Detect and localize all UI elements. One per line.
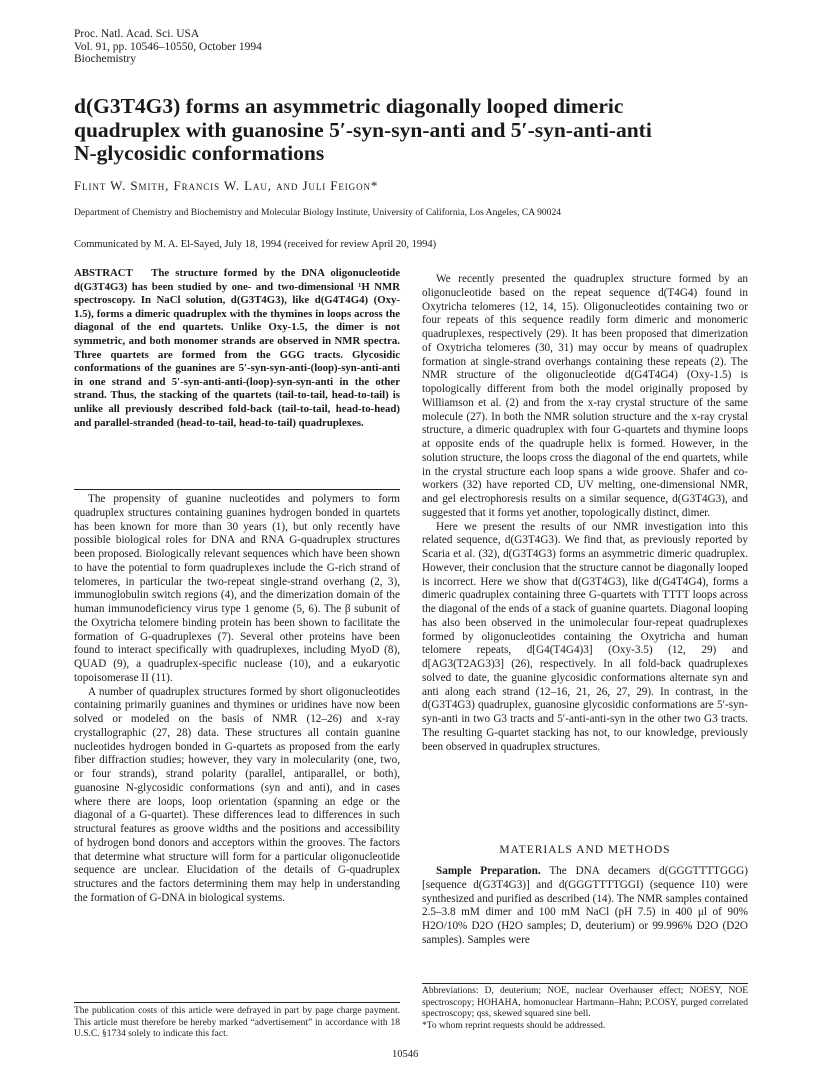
footnote-rule [74, 1002, 400, 1003]
abbrev-rule [422, 983, 748, 984]
section-heading: MATERIALS AND METHODS [499, 844, 671, 856]
journal-header [74, 28, 262, 66]
title-line-3: N-glycosidic conformations [74, 141, 325, 165]
paragraph: The propensity of guanine nucleotides and polymers to form quadruplex structures containing guanines hydrogen bonded in quartets has been known for more than 30 years (1), but only recently have possible biological roles for DNA and RNA G-quadruplex structures been proposed. Biologically relevant sequences which have been shown to have the potential to form quadruplexes include the G-rich strand of telomeres, in particular the two-repeat single-strand overhang (2, 3), immunoglobulin switch regions (4), and the dimerization domain of the human immunodeficiency virus type 1 genome (5, 6). The β subunit of the Oxytricha telomere binding protein has been shown to facilitate the formation of G-quadruplexes (7). Several other proteins have been found to interact specifically with quadruplexes, including MyoD (8), QUAD (9), a quadruplex-specific nuclease (10), and a eukaryotic topoisomerase II (11). [74, 493, 400, 684]
methods-text [422, 865, 748, 948]
abbreviations: Abbreviations: D, deuterium; NOE, nuclear Overhauser effect; NOESY, NOE spectroscopy; HOHAHA, homonuclear Hartmann–Hahn; P.COSY, purged correlated spectroscopy; qss, skewed squared sine bell. [422, 986, 748, 1019]
communicated-by: Communicated by M. A. El-Sayed, July 18, 1994 (received for review April 20, 1994) [74, 239, 437, 250]
methods-body: The DNA decamers d(GGGTTTTGGG) [sequence d(G3T4G3)] and d(GGGTTTTGGI) (sequence I10) were synthesized and purified as described (14). The NMR samples contained 2.5–3.8 mM dimer and 100 mM NaCl (pH 7.5) in 400 μl of 90% H2O/10% D2O (H2O samples; D, deuterium) or 99.996% D2O (D2O samples). Samples were [422, 865, 748, 946]
title-line-1: d(G3T4G3) forms an asymmetric diagonally looped dimeric [74, 94, 624, 118]
abstract-label: ABSTRACT [74, 267, 133, 279]
abstract-text: The structure formed by the DNA oligonucleotide d(G3T4G3) has been studied by one- and two-dimensional ¹H NMR spectroscopy. In NaCl solution, d(G3T4G3), like d(G4T4G4) (Oxy-1.5), forms a dimeric quadruplex with the thymines in loops across the diagonal of the end quartets. Unlike Oxy-1.5, the dimer is not symmetric, and both monomer strands are observed in NMR spectra. Three quartets are formed from the GGG tracts. Glycosidic conformations of the guanines are 5′-syn-syn-anti-(loop)-syn-anti-anti in one strand and 5′-syn-anti-anti-(loop)-syn-syn-anti in the other strand. Thus, the stacking of the quartets (tail-to-tail, head-to-tail) is unlike all previously described fold-back (tail-to-tail, head-to-head) and parallel-stranded (head-to-tail, head-to-tail) quadruplexes. [74, 267, 400, 429]
journal-name: Proc. Natl. Acad. Sci. USA [74, 28, 200, 40]
paragraph: We recently presented the quadruplex structure formed by an oligonucleotide based on the repeat sequence d(T4G4) found in Oxytricha telomeres (12, 14, 15). Oligonucleotides containing two or four repeats of this sequence readily form dimeric and monomeric quadruplexes, respectively (29). It has been proposed that dimerization of Oxytricha telomeres (30, 31) may occur by means of quadruplex formation at single-strand overhangs containing these repeats (2). The NMR structure of the oligonucleotide d(G4T4G4) (Oxy-1.5) is topologically different from both the model originally proposed by Williamson et al. (2) and from the x-ray crystal structure of the same molecule (27). In both the NMR solution structure and the x-ray crystal structure, a dimeric quadruplex with four G-quartets and thymine loops at opposite ends of the quadruple helix is formed. However, in the solution structure, the loops cross the diagonal of the end quartets, while in the crystal structure each loop spans a wide groove. Shafer and co-workers (32) have reported CD, UV melting, one-dimensional NMR, and gel electrophoresis results on a similar sequence, d(G3T4G3), and suggested that it forms yet another, topologically distinct, dimer. [422, 273, 748, 519]
abstract-rule [74, 489, 400, 490]
journal-volume: Vol. 91, pp. 10546–10550, October 1994 [74, 40, 262, 53]
abbreviations-note [422, 986, 748, 1032]
affiliation: Department of Chemistry and Biochemistry and Molecular Biology Institute, University of California, Los Angeles, CA 90024 [74, 207, 562, 218]
page-number: 10546 [392, 1049, 419, 1060]
author-list: Flint W. Smith, Francis W. Lau, and Juli Feigon* [74, 178, 379, 193]
methods-runin: Sample Preparation. [436, 865, 541, 877]
journal-section: Biochemistry [74, 53, 136, 65]
article-title [74, 95, 754, 166]
paragraph: Here we present the results of our NMR investigation into this related sequence, d(G3T4G3). We find that, as previously reported by Scaria et al. (32), d(G3T4G3) forms an asymmetric dimeric quadruplex. However, their conclusion that the structure cannot be diagonally looped is incorrect. Here we show that d(G3T4G3), like d(G4T4G4), forms a dimeric quadruplex containing three G-quartets with TTTT loops across the diagonal of the ends of a stack of guanine quartets. Diagonal looping has also been observed in the unimolecular four-repeat quadruplexes formed by oligonucleotides containing the Oxytricha and human telomere repeats, d[G4(T4G4)3] (Oxy-3.5) (12, 29) and d[AG3(T2AG3)3] (26), respectively. In all fold-back quadruplexes solved to date, the guanine glycosidic conformations alternate syn and anti along each strand (12–16, 21, 26, 27, 29). In contrast, in the d(G3T4G3) quadruplex, guanosine glycosidic conformations are 5′-syn-syn-anti in two G3 tracts and 5′-anti-anti-syn in the other two G3 tracts. The resulting G-quartet stacking has not, to our knowledge, previously been observed in quadruplex structures. [422, 520, 748, 753]
title-line-2: quadruplex with guanosine 5′-syn-syn-anti and 5′-syn-anti-anti [74, 117, 652, 142]
right-body [422, 273, 748, 754]
abstract [74, 267, 400, 430]
paragraph: A number of quadruplex structures formed by short oligonucleotides containing primarily guanines and thymines or uridines have now been solved or modeled on the basis of NMR (12–26) and x-ray crystallographic (27, 28) data. These structures all contain guanine nucleotides hydrogen bonded in G-quartets as proposed from the early fiber diffraction studies; however, they vary in molecularity (one, two, or four strands), strand polarity (parallel, antiparallel, or both), guanosine N-glycosidic conformations (syn and anti), and in cases where there are loops, loop orientation (spanning an edge or the diagonal of a G-quartet). These differences lead to differences in such structural features as groove widths and the positions and accessibility of hydrogen bond donors and acceptors within the grooves. The factors that determine what structure will form for a particular oligonucleotide sequence are unclear. Elucidation of the details of G-quadruplex structures and the factors determining them may help in understanding the formation of G-DNA in biological systems. [74, 685, 400, 904]
corresponding-author: *To whom reprint requests should be addressed. [422, 1020, 606, 1031]
publication-cost-note: The publication costs of this article were defrayed in part by page charge payment. This article must therefore be hereby marked “advertisement” in accordance with 18 U.S.C. §1734 solely to indicate this fact. [74, 1006, 400, 1039]
left-body [74, 493, 400, 906]
